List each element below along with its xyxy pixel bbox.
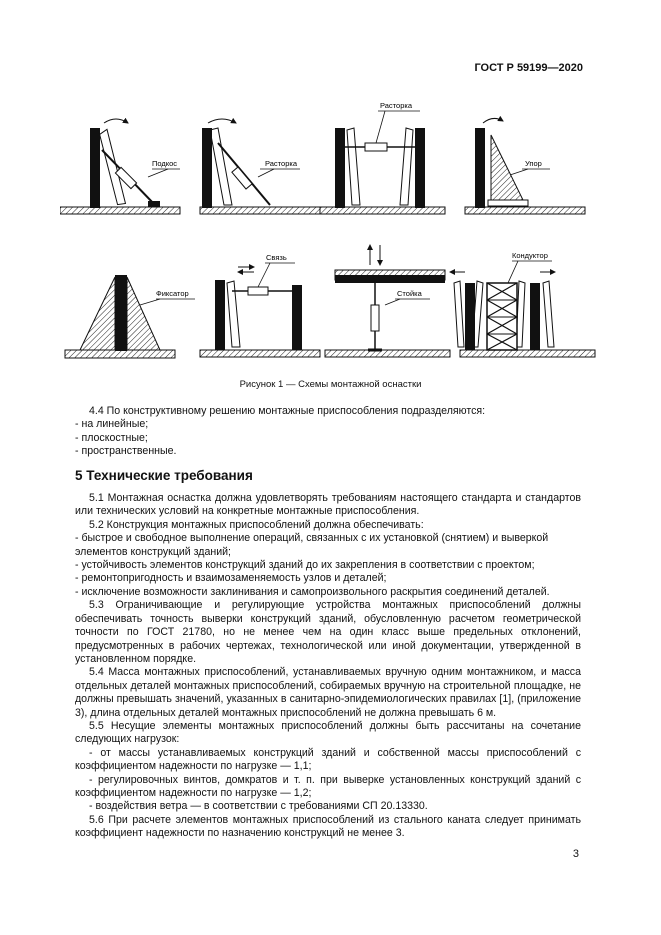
scheme-stoyka (325, 245, 450, 357)
paragraph-5-2: 5.2 Конструкция монтажных приспособлений должна обеспечивать: (89, 518, 424, 531)
list-item: - регулировочных винтов, домкратов и т. п. при выверке установленных конструкций зданий с коэффициентом надежности по нагрузке — 1,2; (75, 773, 581, 799)
scheme-konduktor (450, 251, 595, 357)
list-item: - устойчивость элементов конструкций зданий до их закрепления в соответствии с проектом; (75, 559, 535, 572)
scheme-rastorka-2 (320, 101, 445, 214)
scheme-upor (465, 118, 585, 214)
label-konduktor: Кондуктор (512, 251, 548, 260)
paragraph-5-5: 5.5 Несущие элементы монтажных приспособлений должны быть рассчитаны на сочетание следующих нагрузок: (75, 719, 581, 746)
scheme-podkos (60, 119, 180, 214)
paragraph-5-3: 5.3 Ограничивающие и регулирующие устройства монтажных приспособлений должны обеспечивать точность выверки конструкций зданий, обусловленную расчетом геометрической точности по ГОСТ 21780, но не менее чем на один класс выше предельных отклонений, предусмотренных в рабочих чертежах, технологической или иной документации, утвержденной в установленном порядке. (75, 599, 581, 665)
document-body (75, 405, 581, 841)
figure-caption: Рисунок 1 — Схемы монтажной оснастки (239, 379, 422, 390)
label-fiksator: Фиксатор (156, 289, 189, 298)
list-item: - быстрое и свободное выполнение операций, связанных с их установкой (снятием) и выверкой элементов конструкций зданий; (75, 532, 549, 558)
list-item: - пространственные. (75, 445, 177, 458)
paragraph-4-4: 4.4 По конструктивному решению монтажные приспособления подразделяются: (89, 405, 486, 417)
label-rastorka-1: Расторка (265, 159, 297, 168)
list-item: - ремонтопригодность и взаимозаменяемость узлов и деталей; (75, 572, 387, 585)
scheme-fiksator (65, 275, 195, 358)
label-rastorka-2: Расторка (380, 101, 412, 110)
label-stoyka: Стойка (397, 289, 422, 298)
list-item: - от массы устанавливаемых конструкций зданий и собственной массы приспособлений с коэффициентом надежности по нагрузке — 1,1; (75, 746, 581, 773)
list-item: - на линейные; (75, 418, 149, 431)
label-upor: Упор (525, 159, 542, 168)
paragraph-5-4: 5.4 Масса монтажных приспособлений, устанавливаемых вручную одним монтажником, и масса отдельных деталей монтажных приспособлений, собираемых вручную на строительной площадке, не должны превышать значений, указанных в санитарно-эпидемиологических правилах [1], (приложение 3), длина отдельных деталей монтажных приспособлений не должна превышать 6 м. (75, 666, 581, 719)
paragraph-5-6: 5.6 При расчете элементов монтажных приспособлений из стального каната следует принимать коэффициент надежности по назначению конструкций не менее 3. (75, 813, 581, 840)
page-number: 3 (572, 848, 579, 860)
mounting-equipment-figure (60, 95, 600, 395)
label-svyaz: Связь (266, 253, 287, 262)
label-podkos: Подкос (152, 159, 178, 168)
scheme-svyaz (200, 253, 320, 357)
list-item: - воздействия ветра — в соответствии с требованиями СП 20.13330. (89, 800, 428, 813)
list-item: - плоскостные; (75, 431, 148, 444)
scheme-rastorka-1 (200, 119, 320, 214)
standard-number: ГОСТ Р 59199—2020 (474, 62, 583, 74)
list-item: - исключение возможности заклинивания и самопроизвольного раскрытия соединений деталей. (75, 585, 550, 598)
section-title: 5 Технические требования (75, 467, 253, 483)
paragraph-5-1: 5.1 Монтажная оснастка должна удовлетворять требованиям настоящего стандарта и стандартов или технических условий на конкретные монтажные приспособления. (75, 492, 581, 518)
